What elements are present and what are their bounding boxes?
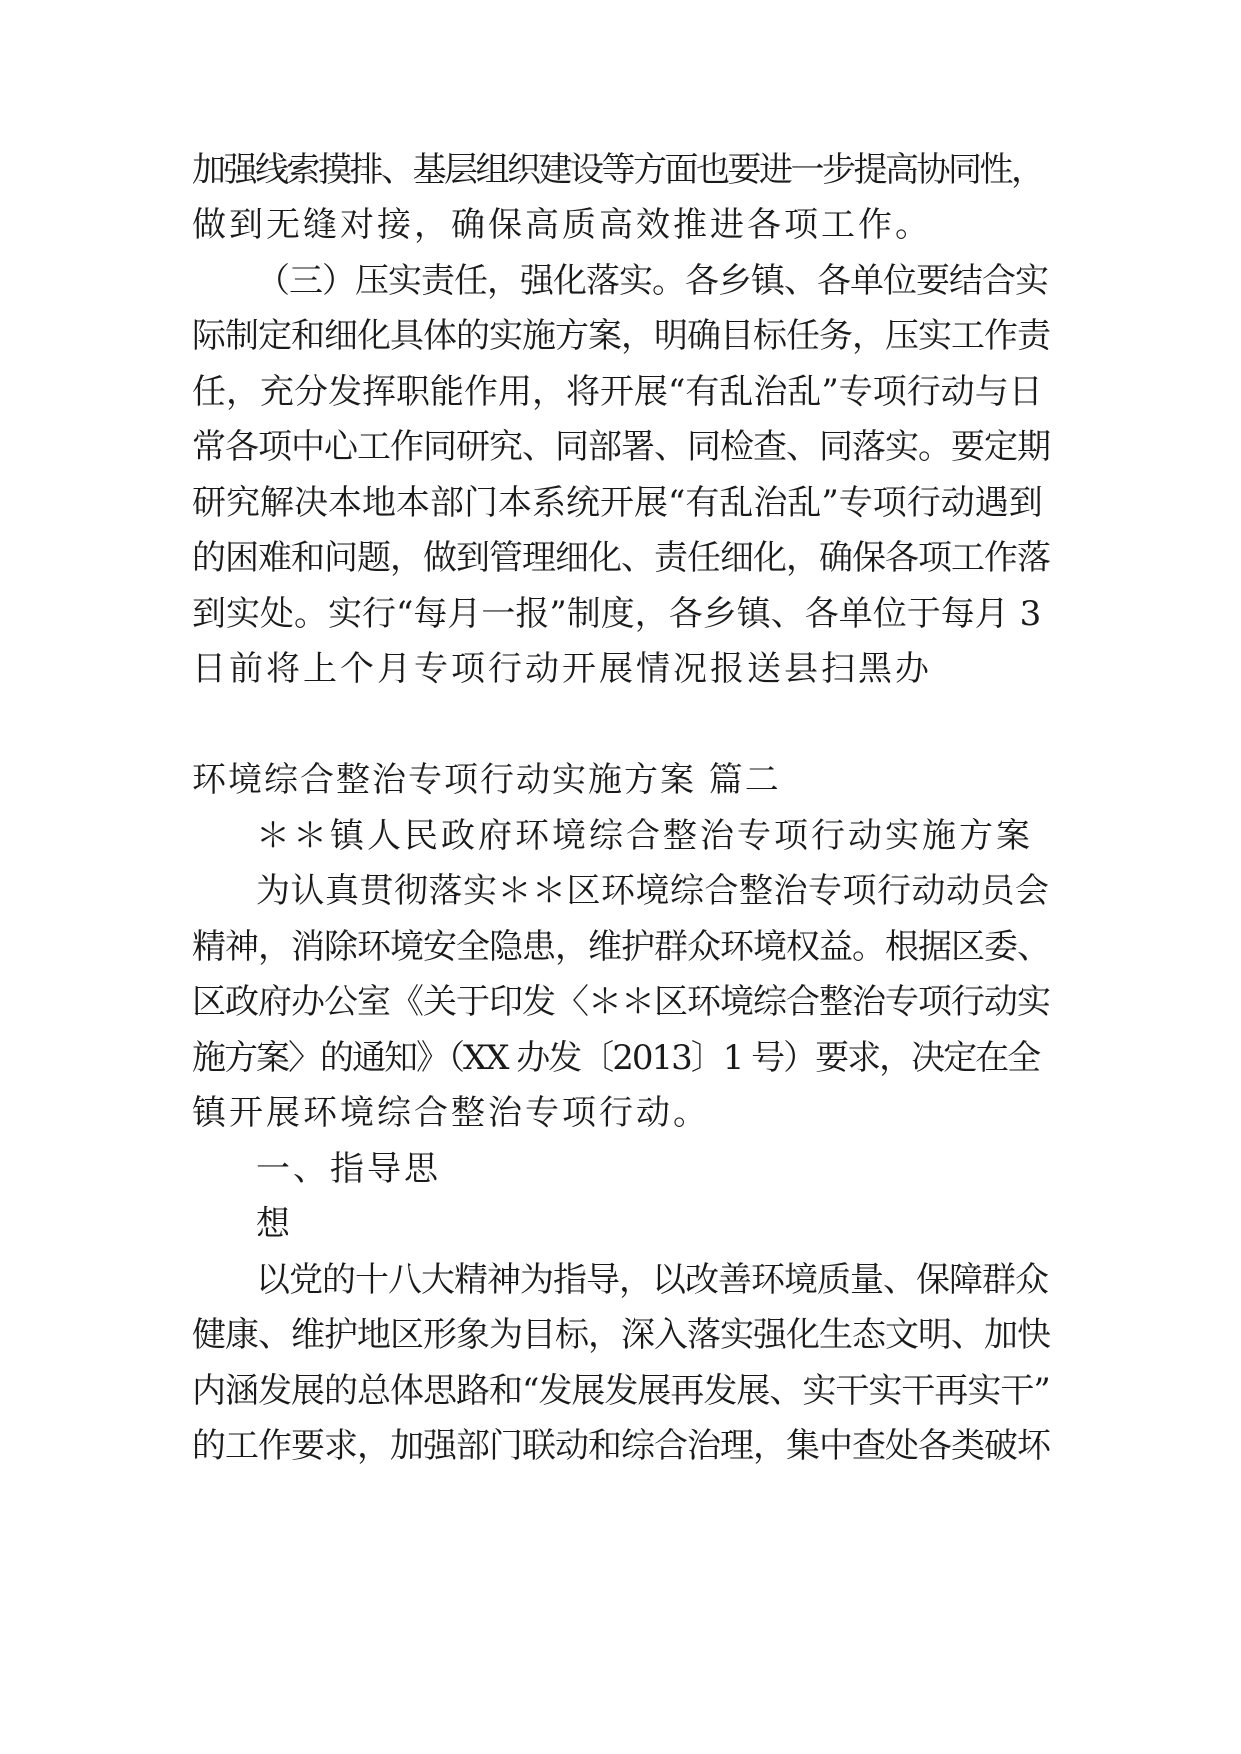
text-line-10: 日前将上个月专项行动开展情况报送县扫黑办 bbox=[192, 649, 932, 689]
text-line-9: 到实处。实行“每月一报”制度，各乡镇、各单位于每月 3 bbox=[192, 594, 1042, 634]
text-line-13: 为认真贯彻落实＊＊区环境综合整治专项行动动员会 bbox=[256, 871, 1050, 911]
text-line-7: 研究解决本地本部门本系统开展“有乱治乱”专项行动遇到 bbox=[192, 483, 1043, 523]
text-line-23: 的工作要求，加强部门联动和综合治理，集中查处各类破坏 bbox=[192, 1426, 1050, 1466]
text-line-21: 健康、维护地区形象为目标，深入落实强化生态文明、加快 bbox=[192, 1315, 1050, 1355]
subheading-guiding-cont: 想 bbox=[256, 1204, 293, 1244]
text-line-22: 内涵发展的总体思路和“发展发展再发展、实干实干再实干” bbox=[192, 1371, 1050, 1411]
text-line-16: 施方案〉的通知》（XX 办发〔2013〕1 号）要求，决定在全 bbox=[192, 1038, 1040, 1078]
text-line-1: 加强线索摸排、基层组织建设等方面也要进一步提高协同性， bbox=[192, 150, 1043, 190]
text-line-14: 精神，消除环境安全隐患，维护群众环境权益。根据区委、 bbox=[192, 927, 1050, 967]
text-line-4: 际制定和细化具体的实施方案，明确目标任务，压实工作责 bbox=[192, 316, 1050, 356]
text-line-6: 常各项中心工作同研究、同部署、同检查、同落实。要定期 bbox=[192, 427, 1050, 467]
text-line-3: （三）压实责任，强化落实。各乡镇、各单位要结合实 bbox=[256, 261, 1048, 301]
text-line-17: 镇开展环境综合整治专项行动。 bbox=[192, 1093, 710, 1133]
text-line-8: 的困难和问题，做到管理细化、责任细化，确保各项工作落 bbox=[192, 538, 1050, 578]
section-heading: 环境综合整治专项行动实施方案 篇二 bbox=[192, 760, 781, 800]
document-title: ＊＊镇人民政府环境综合整治专项行动实施方案 bbox=[256, 816, 1033, 856]
text-line-5: 任，充分发挥职能作用，将开展“有乱治乱”专项行动与日 bbox=[192, 372, 1043, 412]
subheading-guiding: 一、指导思 bbox=[256, 1149, 441, 1189]
text-line-20: 以党的十八大精神为指导，以改善环境质量、保障群众 bbox=[256, 1260, 1048, 1300]
text-line-2: 做到无缝对接，确保高质高效推进各项工作。 bbox=[192, 205, 932, 245]
text-line-15: 区政府办公室《关于印发〈＊＊区环境综合整治专项行动实 bbox=[192, 982, 1050, 1022]
